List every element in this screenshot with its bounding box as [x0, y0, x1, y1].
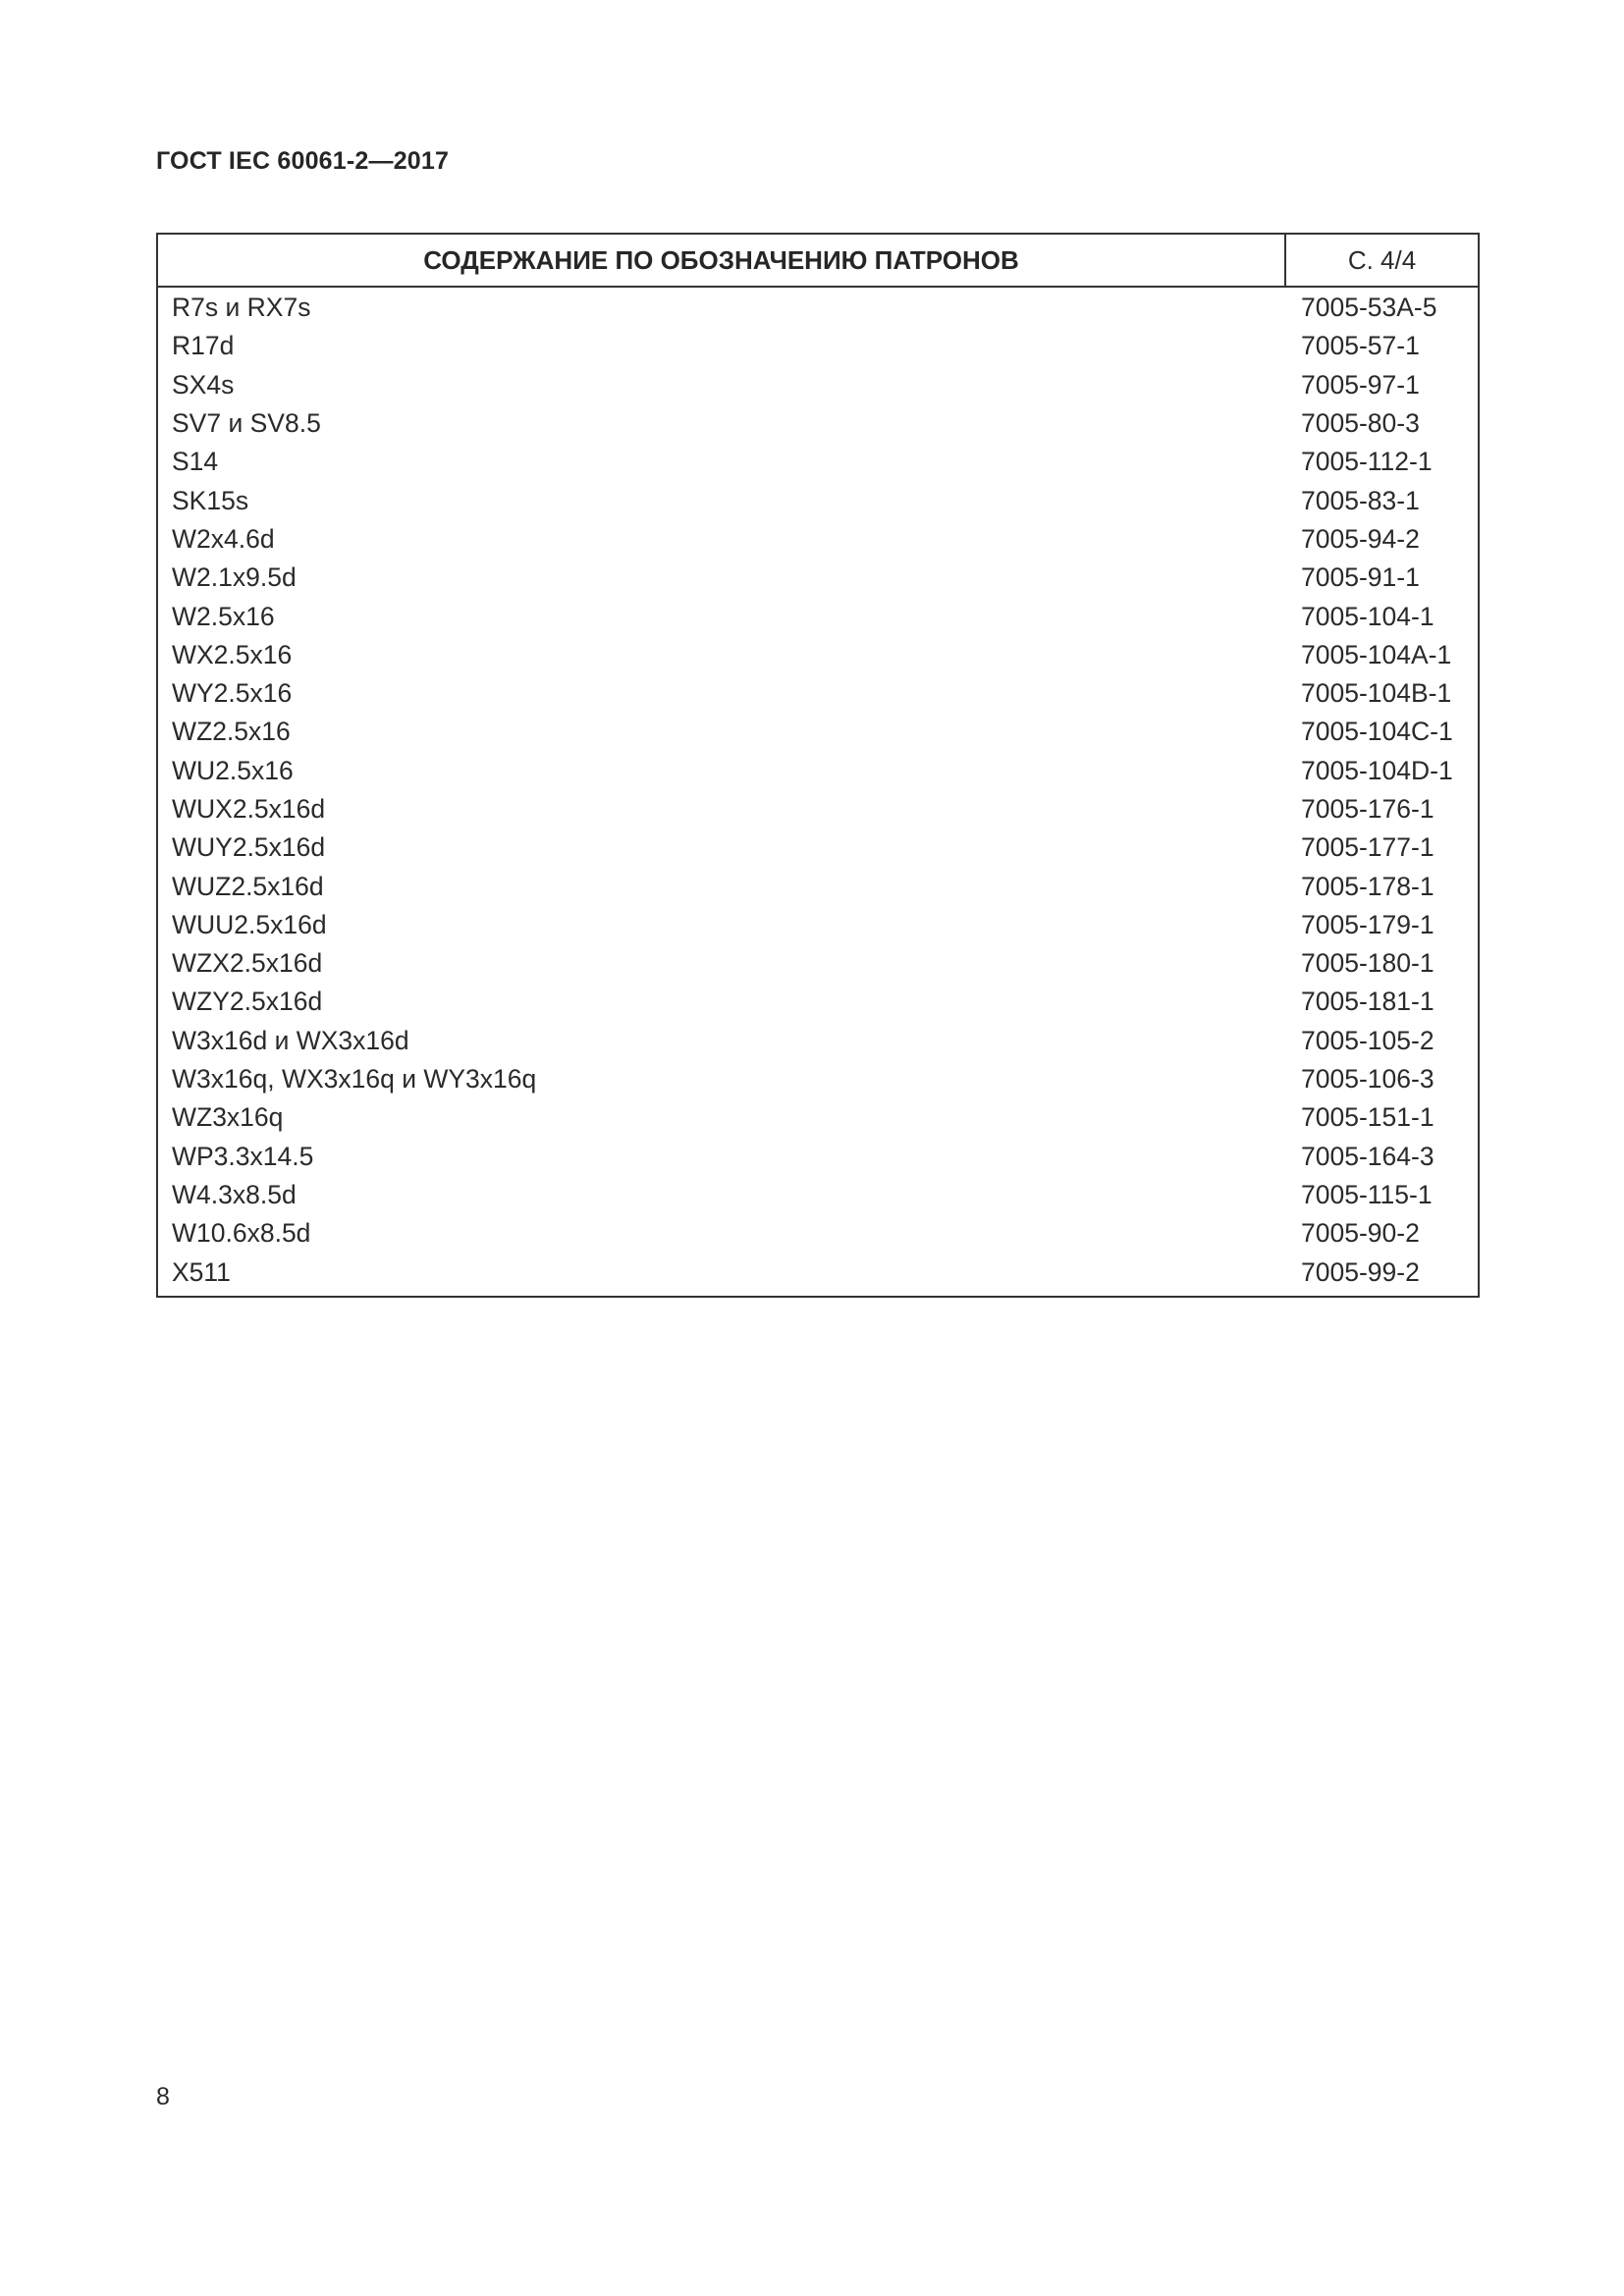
table-row [158, 327, 1478, 365]
table-row [158, 481, 1478, 519]
sheet-number: 7005-180-1 [1301, 948, 1435, 979]
lampholder-designation: WUZ2.5x16d [172, 871, 324, 901]
sheet-number: 7005-164-3 [1301, 1141, 1435, 1171]
lampholder-designation: WZY2.5x16d [172, 987, 323, 1017]
lampholder-designation: WU2.5x16 [172, 755, 294, 785]
lampholder-designation: W10.6x8.5d [172, 1218, 311, 1249]
sheet-number: 7005-104B-1 [1301, 678, 1452, 709]
sheet-number: 7005-104C-1 [1301, 717, 1453, 747]
document-header: ГОСТ IEC 60061-2—2017 [156, 147, 450, 175]
sheet-number: 7005-91-1 [1301, 562, 1420, 593]
contents-table [156, 233, 1480, 1298]
lampholder-designation: WZX2.5x16d [172, 948, 323, 979]
sheet-number: 7005-80-3 [1301, 408, 1420, 439]
table-row [158, 1214, 1478, 1253]
lampholder-designation: W2.1x9.5d [172, 562, 297, 593]
sheet-number: 7005-179-1 [1301, 909, 1435, 939]
sheet-number: 7005-151-1 [1301, 1102, 1435, 1133]
table-row [158, 289, 1478, 327]
sheet-number: 7005-90-2 [1301, 1218, 1420, 1249]
sheet-number: 7005-105-2 [1301, 1025, 1435, 1055]
page-number: 8 [156, 2083, 170, 2110]
table-row [158, 983, 1478, 1021]
sheet-number: 7005-104D-1 [1301, 755, 1453, 785]
table-row [158, 1022, 1478, 1060]
table-row [158, 559, 1478, 597]
table-row [158, 1138, 1478, 1176]
sheet-number: 7005-53A-5 [1301, 293, 1437, 323]
sheet-number: 7005-106-3 [1301, 1064, 1435, 1095]
table-row [158, 597, 1478, 635]
lampholder-designation: W3x16d и WX3x16d [172, 1025, 409, 1055]
table-row [158, 944, 1478, 983]
table-row [158, 1098, 1478, 1137]
table-header-row [158, 235, 1478, 288]
sheet-number: 7005-99-2 [1301, 1256, 1420, 1287]
table-page-label: С. 4/4 [1347, 244, 1417, 275]
lampholder-designation: WP3.3x14.5 [172, 1141, 314, 1171]
table-row [158, 520, 1478, 559]
table-row [158, 404, 1478, 443]
sheet-number: 7005-115-1 [1301, 1179, 1433, 1209]
table-row [158, 713, 1478, 751]
sheet-number: 7005-178-1 [1301, 871, 1435, 901]
table-row [158, 828, 1478, 867]
sheet-number: 7005-176-1 [1301, 794, 1435, 824]
sheet-number: 7005-112-1 [1301, 447, 1433, 477]
lampholder-designation: X511 [172, 1256, 231, 1287]
table-row [158, 906, 1478, 944]
table-row [158, 636, 1478, 674]
table-row [158, 1253, 1478, 1291]
table-row [158, 674, 1478, 713]
lampholder-designation: W3x16q, WX3x16q и WY3x16q [172, 1064, 537, 1095]
table-row [158, 1176, 1478, 1214]
sheet-number: 7005-177-1 [1301, 832, 1435, 863]
sheet-number: 7005-181-1 [1301, 987, 1435, 1017]
lampholder-designation: WUU2.5x16d [172, 909, 327, 939]
sheet-number: 7005-94-2 [1301, 523, 1420, 554]
lampholder-designation: R17d [172, 331, 235, 361]
table-body [158, 288, 1478, 1296]
table-row [158, 752, 1478, 790]
sheet-number: 7005-104A-1 [1301, 639, 1452, 669]
lampholder-designation: W4.3x8.5d [172, 1179, 297, 1209]
lampholder-designation: SX4s [172, 369, 235, 400]
lampholder-designation: SK15s [172, 485, 249, 515]
table-title: СОДЕРЖАНИЕ ПО ОБОЗНАЧЕНИЮ ПАТРОНОВ [158, 235, 1286, 286]
lampholder-designation: WY2.5x16 [172, 678, 293, 709]
lampholder-designation: WZ2.5x16 [172, 717, 291, 747]
lampholder-designation: WUY2.5x16d [172, 832, 326, 863]
lampholder-designation: W2x4.6d [172, 523, 275, 554]
lampholder-designation: WZ3x16q [172, 1102, 284, 1133]
table-row [158, 1060, 1478, 1098]
sheet-number: 7005-104-1 [1301, 601, 1435, 631]
table-row [158, 443, 1478, 481]
lampholder-designation: S14 [172, 447, 219, 477]
lampholder-designation: SV7 и SV8.5 [172, 408, 321, 439]
lampholder-designation: WUX2.5x16d [172, 794, 326, 824]
lampholder-designation: R7s и RX7s [172, 293, 311, 323]
sheet-number: 7005-97-1 [1301, 369, 1420, 400]
table-row [158, 790, 1478, 828]
sheet-number: 7005-83-1 [1301, 485, 1420, 515]
sheet-number: 7005-57-1 [1301, 331, 1420, 361]
table-row [158, 366, 1478, 404]
lampholder-designation: WX2.5x16 [172, 639, 293, 669]
table-row [158, 867, 1478, 905]
lampholder-designation: W2.5x16 [172, 601, 275, 631]
